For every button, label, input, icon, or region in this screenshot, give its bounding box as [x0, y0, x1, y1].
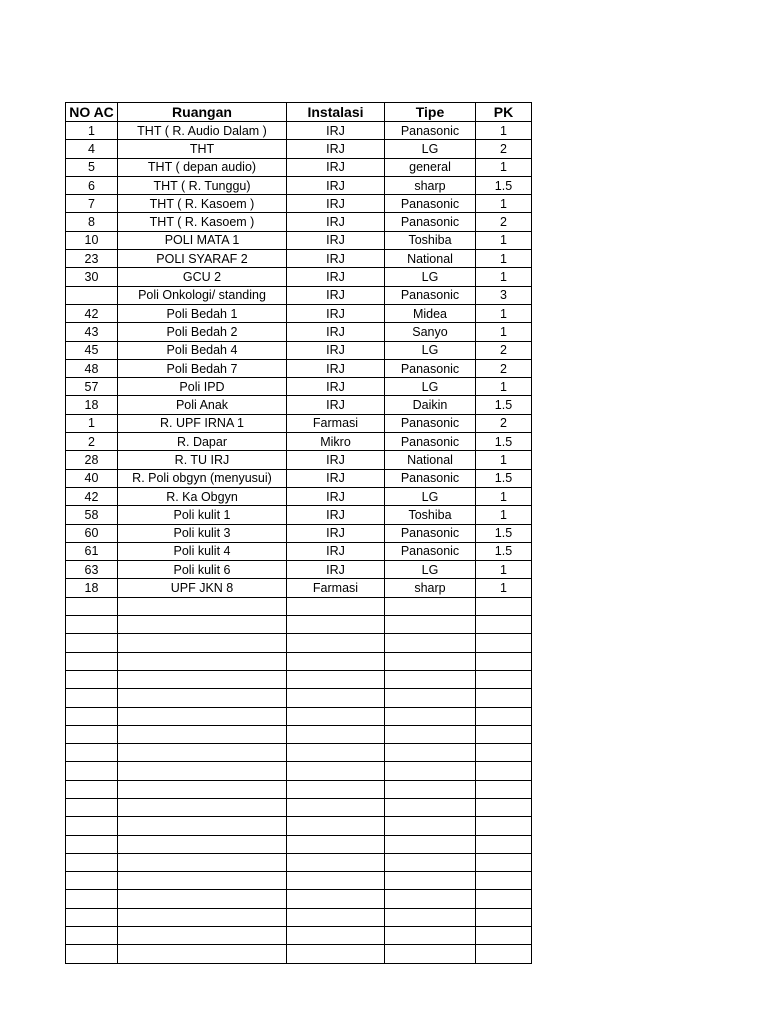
- cell-pk: 2: [476, 359, 532, 377]
- table-row: [66, 286, 532, 304]
- cell-tipe: Panasonic: [385, 359, 476, 377]
- cell-ruangan: [118, 945, 287, 963]
- cell-ruangan: UPF JKN 8: [118, 579, 287, 597]
- cell-tipe: Toshiba: [385, 231, 476, 249]
- cell-tipe: [385, 780, 476, 798]
- cell-tipe: [385, 927, 476, 945]
- cell-pk: [476, 853, 532, 871]
- cell-ruangan: [118, 927, 287, 945]
- cell-instalasi: IRJ: [287, 140, 385, 158]
- cell-ruangan: [118, 780, 287, 798]
- cell-no-ac: 42: [66, 487, 118, 505]
- cell-instalasi: IRJ: [287, 359, 385, 377]
- cell-instalasi: IRJ: [287, 231, 385, 249]
- cell-instalasi: IRJ: [287, 378, 385, 396]
- cell-tipe: Panasonic: [385, 524, 476, 542]
- table-row: [66, 597, 532, 615]
- table-row: [66, 908, 532, 926]
- cell-no-ac: 6: [66, 176, 118, 194]
- cell-tipe: [385, 634, 476, 652]
- cell-instalasi: [287, 872, 385, 890]
- cell-ruangan: [118, 707, 287, 725]
- table-row: [66, 872, 532, 890]
- cell-ruangan: POLI SYARAF 2: [118, 250, 287, 268]
- table-row: [66, 433, 532, 451]
- cell-instalasi: IRJ: [287, 451, 385, 469]
- cell-tipe: LG: [385, 378, 476, 396]
- cell-no-ac: [66, 780, 118, 798]
- cell-pk: 1: [476, 304, 532, 322]
- cell-pk: 2: [476, 414, 532, 432]
- table-row: [66, 304, 532, 322]
- cell-pk: [476, 835, 532, 853]
- cell-pk: 1: [476, 579, 532, 597]
- header-pk: PK: [476, 103, 532, 122]
- table-row: [66, 798, 532, 816]
- table-row: [66, 725, 532, 743]
- cell-instalasi: [287, 616, 385, 634]
- cell-instalasi: IRJ: [287, 158, 385, 176]
- table-row: [66, 927, 532, 945]
- cell-pk: 1.5: [476, 542, 532, 560]
- table-row: [66, 616, 532, 634]
- cell-pk: 1: [476, 378, 532, 396]
- cell-ruangan: Poli kulit 6: [118, 561, 287, 579]
- cell-pk: [476, 725, 532, 743]
- cell-instalasi: IRJ: [287, 506, 385, 524]
- cell-instalasi: IRJ: [287, 122, 385, 140]
- cell-pk: 1: [476, 323, 532, 341]
- cell-pk: 2: [476, 341, 532, 359]
- cell-pk: [476, 652, 532, 670]
- cell-tipe: LG: [385, 268, 476, 286]
- cell-no-ac: 8: [66, 213, 118, 231]
- cell-tipe: [385, 616, 476, 634]
- cell-no-ac: [66, 707, 118, 725]
- cell-pk: [476, 890, 532, 908]
- cell-ruangan: GCU 2: [118, 268, 287, 286]
- cell-instalasi: [287, 817, 385, 835]
- cell-tipe: [385, 872, 476, 890]
- cell-ruangan: [118, 908, 287, 926]
- cell-instalasi: [287, 853, 385, 871]
- table-row: [66, 542, 532, 560]
- table-row: [66, 487, 532, 505]
- cell-pk: [476, 597, 532, 615]
- cell-pk: 1: [476, 122, 532, 140]
- cell-instalasi: IRJ: [287, 213, 385, 231]
- cell-no-ac: 28: [66, 451, 118, 469]
- cell-pk: 1: [476, 195, 532, 213]
- table-row: [66, 414, 532, 432]
- cell-ruangan: Poli IPD: [118, 378, 287, 396]
- cell-instalasi: [287, 707, 385, 725]
- table-row: [66, 634, 532, 652]
- header-row: [66, 103, 532, 122]
- table-row: [66, 780, 532, 798]
- cell-no-ac: [66, 890, 118, 908]
- cell-ruangan: [118, 744, 287, 762]
- cell-ruangan: [118, 762, 287, 780]
- header-tipe: Tipe: [385, 103, 476, 122]
- cell-instalasi: [287, 744, 385, 762]
- header-no-ac: NO AC: [66, 103, 118, 122]
- table-row: [66, 158, 532, 176]
- table-row: [66, 122, 532, 140]
- cell-no-ac: [66, 762, 118, 780]
- table-row: [66, 835, 532, 853]
- cell-ruangan: Poli kulit 4: [118, 542, 287, 560]
- cell-pk: 1: [476, 158, 532, 176]
- cell-tipe: [385, 597, 476, 615]
- cell-ruangan: THT ( R. Kasoem ): [118, 195, 287, 213]
- cell-ruangan: R. TU IRJ: [118, 451, 287, 469]
- cell-no-ac: 18: [66, 396, 118, 414]
- table-row: [66, 396, 532, 414]
- cell-instalasi: IRJ: [287, 323, 385, 341]
- cell-no-ac: 2: [66, 433, 118, 451]
- cell-pk: 1: [476, 506, 532, 524]
- table-row: [66, 231, 532, 249]
- table-row: [66, 506, 532, 524]
- cell-instalasi: [287, 945, 385, 963]
- cell-instalasi: Mikro: [287, 433, 385, 451]
- cell-no-ac: 63: [66, 561, 118, 579]
- cell-tipe: Panasonic: [385, 469, 476, 487]
- cell-tipe: [385, 835, 476, 853]
- cell-no-ac: 10: [66, 231, 118, 249]
- cell-no-ac: 30: [66, 268, 118, 286]
- cell-instalasi: [287, 652, 385, 670]
- cell-pk: [476, 872, 532, 890]
- cell-ruangan: Poli Bedah 4: [118, 341, 287, 359]
- cell-tipe: [385, 670, 476, 688]
- cell-instalasi: [287, 890, 385, 908]
- cell-tipe: [385, 652, 476, 670]
- cell-instalasi: IRJ: [287, 542, 385, 560]
- cell-no-ac: [66, 652, 118, 670]
- cell-no-ac: 58: [66, 506, 118, 524]
- cell-ruangan: Poli Bedah 1: [118, 304, 287, 322]
- table-row: [66, 250, 532, 268]
- cell-ruangan: [118, 890, 287, 908]
- cell-no-ac: [66, 853, 118, 871]
- table-row: [66, 341, 532, 359]
- cell-instalasi: IRJ: [287, 396, 385, 414]
- cell-ruangan: POLI MATA 1: [118, 231, 287, 249]
- table-row: [66, 945, 532, 963]
- cell-ruangan: [118, 798, 287, 816]
- cell-pk: 1.5: [476, 176, 532, 194]
- header-ruangan: Ruangan: [118, 103, 287, 122]
- cell-no-ac: 1: [66, 122, 118, 140]
- cell-pk: 1: [476, 451, 532, 469]
- cell-instalasi: [287, 634, 385, 652]
- cell-tipe: [385, 707, 476, 725]
- cell-pk: 1.5: [476, 396, 532, 414]
- cell-tipe: [385, 890, 476, 908]
- cell-tipe: Panasonic: [385, 213, 476, 231]
- cell-ruangan: [118, 689, 287, 707]
- cell-instalasi: [287, 597, 385, 615]
- cell-no-ac: [66, 689, 118, 707]
- cell-no-ac: [66, 286, 118, 304]
- cell-no-ac: [66, 616, 118, 634]
- cell-ruangan: Poli Bedah 7: [118, 359, 287, 377]
- cell-ruangan: THT ( R. Audio Dalam ): [118, 122, 287, 140]
- cell-pk: 1: [476, 561, 532, 579]
- cell-no-ac: [66, 744, 118, 762]
- cell-no-ac: 5: [66, 158, 118, 176]
- cell-tipe: National: [385, 250, 476, 268]
- cell-instalasi: [287, 725, 385, 743]
- cell-no-ac: [66, 597, 118, 615]
- cell-no-ac: 48: [66, 359, 118, 377]
- cell-ruangan: Poli Onkologi/ standing: [118, 286, 287, 304]
- cell-ruangan: [118, 872, 287, 890]
- cell-instalasi: [287, 927, 385, 945]
- ac-inventory-table: [65, 102, 532, 964]
- table-row: [66, 451, 532, 469]
- table-row: [66, 140, 532, 158]
- cell-no-ac: 18: [66, 579, 118, 597]
- cell-ruangan: [118, 634, 287, 652]
- cell-instalasi: IRJ: [287, 268, 385, 286]
- table-row: [66, 323, 532, 341]
- cell-tipe: LG: [385, 341, 476, 359]
- cell-tipe: sharp: [385, 579, 476, 597]
- cell-no-ac: 1: [66, 414, 118, 432]
- cell-instalasi: IRJ: [287, 286, 385, 304]
- cell-pk: [476, 762, 532, 780]
- table-row: [66, 195, 532, 213]
- table-row: [66, 524, 532, 542]
- cell-instalasi: IRJ: [287, 176, 385, 194]
- cell-instalasi: [287, 689, 385, 707]
- cell-pk: 1: [476, 250, 532, 268]
- cell-tipe: Midea: [385, 304, 476, 322]
- cell-pk: [476, 908, 532, 926]
- table-row: [66, 670, 532, 688]
- cell-no-ac: 23: [66, 250, 118, 268]
- cell-ruangan: R. UPF IRNA 1: [118, 414, 287, 432]
- cell-ruangan: [118, 616, 287, 634]
- table-row: [66, 561, 532, 579]
- cell-pk: [476, 689, 532, 707]
- cell-instalasi: IRJ: [287, 304, 385, 322]
- cell-instalasi: IRJ: [287, 487, 385, 505]
- cell-pk: [476, 707, 532, 725]
- cell-tipe: [385, 853, 476, 871]
- cell-tipe: Daikin: [385, 396, 476, 414]
- table-row: [66, 853, 532, 871]
- cell-tipe: LG: [385, 487, 476, 505]
- cell-ruangan: THT ( depan audio): [118, 158, 287, 176]
- cell-tipe: Panasonic: [385, 542, 476, 560]
- cell-pk: 1: [476, 231, 532, 249]
- cell-pk: [476, 744, 532, 762]
- cell-tipe: Toshiba: [385, 506, 476, 524]
- cell-tipe: [385, 744, 476, 762]
- cell-pk: 2: [476, 140, 532, 158]
- table-row: [66, 707, 532, 725]
- cell-ruangan: R. Ka Obgyn: [118, 487, 287, 505]
- cell-instalasi: IRJ: [287, 195, 385, 213]
- table-row: [66, 579, 532, 597]
- table-row: [66, 817, 532, 835]
- cell-ruangan: THT ( R. Tunggu): [118, 176, 287, 194]
- table-row: [66, 469, 532, 487]
- cell-ruangan: Poli kulit 1: [118, 506, 287, 524]
- cell-pk: [476, 798, 532, 816]
- cell-pk: 1: [476, 268, 532, 286]
- cell-no-ac: [66, 817, 118, 835]
- cell-ruangan: [118, 652, 287, 670]
- cell-instalasi: IRJ: [287, 341, 385, 359]
- cell-no-ac: 40: [66, 469, 118, 487]
- cell-tipe: [385, 725, 476, 743]
- cell-instalasi: IRJ: [287, 561, 385, 579]
- cell-no-ac: [66, 798, 118, 816]
- cell-tipe: [385, 817, 476, 835]
- cell-pk: [476, 817, 532, 835]
- table-row: [66, 213, 532, 231]
- cell-no-ac: 7: [66, 195, 118, 213]
- table-row: [66, 378, 532, 396]
- cell-tipe: [385, 908, 476, 926]
- cell-pk: [476, 634, 532, 652]
- cell-pk: 3: [476, 286, 532, 304]
- cell-ruangan: R. Dapar: [118, 433, 287, 451]
- cell-ruangan: [118, 670, 287, 688]
- cell-tipe: Panasonic: [385, 286, 476, 304]
- cell-ruangan: [118, 817, 287, 835]
- cell-tipe: sharp: [385, 176, 476, 194]
- cell-no-ac: 57: [66, 378, 118, 396]
- cell-instalasi: [287, 908, 385, 926]
- table-row: [66, 762, 532, 780]
- cell-ruangan: [118, 725, 287, 743]
- cell-no-ac: [66, 634, 118, 652]
- cell-pk: 1.5: [476, 524, 532, 542]
- cell-tipe: LG: [385, 561, 476, 579]
- cell-pk: 1.5: [476, 469, 532, 487]
- cell-ruangan: [118, 835, 287, 853]
- cell-no-ac: [66, 945, 118, 963]
- cell-pk: 1: [476, 487, 532, 505]
- cell-pk: 2: [476, 213, 532, 231]
- cell-instalasi: IRJ: [287, 250, 385, 268]
- cell-no-ac: 42: [66, 304, 118, 322]
- cell-instalasi: Farmasi: [287, 414, 385, 432]
- cell-instalasi: IRJ: [287, 524, 385, 542]
- cell-tipe: Panasonic: [385, 433, 476, 451]
- cell-ruangan: Poli kulit 3: [118, 524, 287, 542]
- cell-tipe: general: [385, 158, 476, 176]
- cell-tipe: [385, 945, 476, 963]
- cell-pk: [476, 616, 532, 634]
- cell-no-ac: [66, 835, 118, 853]
- cell-tipe: [385, 762, 476, 780]
- cell-no-ac: 4: [66, 140, 118, 158]
- cell-instalasi: [287, 798, 385, 816]
- cell-no-ac: [66, 725, 118, 743]
- cell-pk: [476, 670, 532, 688]
- cell-tipe: National: [385, 451, 476, 469]
- cell-instalasi: IRJ: [287, 469, 385, 487]
- cell-instalasi: [287, 670, 385, 688]
- cell-pk: [476, 780, 532, 798]
- cell-tipe: Panasonic: [385, 122, 476, 140]
- cell-no-ac: 61: [66, 542, 118, 560]
- cell-no-ac: 60: [66, 524, 118, 542]
- cell-tipe: [385, 689, 476, 707]
- cell-ruangan: THT: [118, 140, 287, 158]
- cell-instalasi: [287, 835, 385, 853]
- table-body: [66, 122, 532, 964]
- cell-pk: [476, 927, 532, 945]
- cell-no-ac: [66, 908, 118, 926]
- table-row: [66, 359, 532, 377]
- cell-no-ac: [66, 872, 118, 890]
- cell-ruangan: R. Poli obgyn (menyusui): [118, 469, 287, 487]
- cell-tipe: Panasonic: [385, 414, 476, 432]
- cell-tipe: LG: [385, 140, 476, 158]
- cell-tipe: Sanyo: [385, 323, 476, 341]
- cell-no-ac: 45: [66, 341, 118, 359]
- table-row: [66, 268, 532, 286]
- cell-no-ac: [66, 927, 118, 945]
- cell-tipe: [385, 798, 476, 816]
- cell-ruangan: Poli Anak: [118, 396, 287, 414]
- cell-pk: 1.5: [476, 433, 532, 451]
- cell-no-ac: [66, 670, 118, 688]
- table-row: [66, 689, 532, 707]
- header-instalasi: Instalasi: [287, 103, 385, 122]
- table-row: [66, 890, 532, 908]
- cell-instalasi: [287, 762, 385, 780]
- table-row: [66, 744, 532, 762]
- table-row: [66, 176, 532, 194]
- cell-ruangan: THT ( R. Kasoem ): [118, 213, 287, 231]
- cell-ruangan: [118, 597, 287, 615]
- cell-no-ac: 43: [66, 323, 118, 341]
- table-row: [66, 652, 532, 670]
- cell-tipe: Panasonic: [385, 195, 476, 213]
- cell-ruangan: [118, 853, 287, 871]
- cell-ruangan: Poli Bedah 2: [118, 323, 287, 341]
- cell-instalasi: [287, 780, 385, 798]
- cell-pk: [476, 945, 532, 963]
- cell-instalasi: Farmasi: [287, 579, 385, 597]
